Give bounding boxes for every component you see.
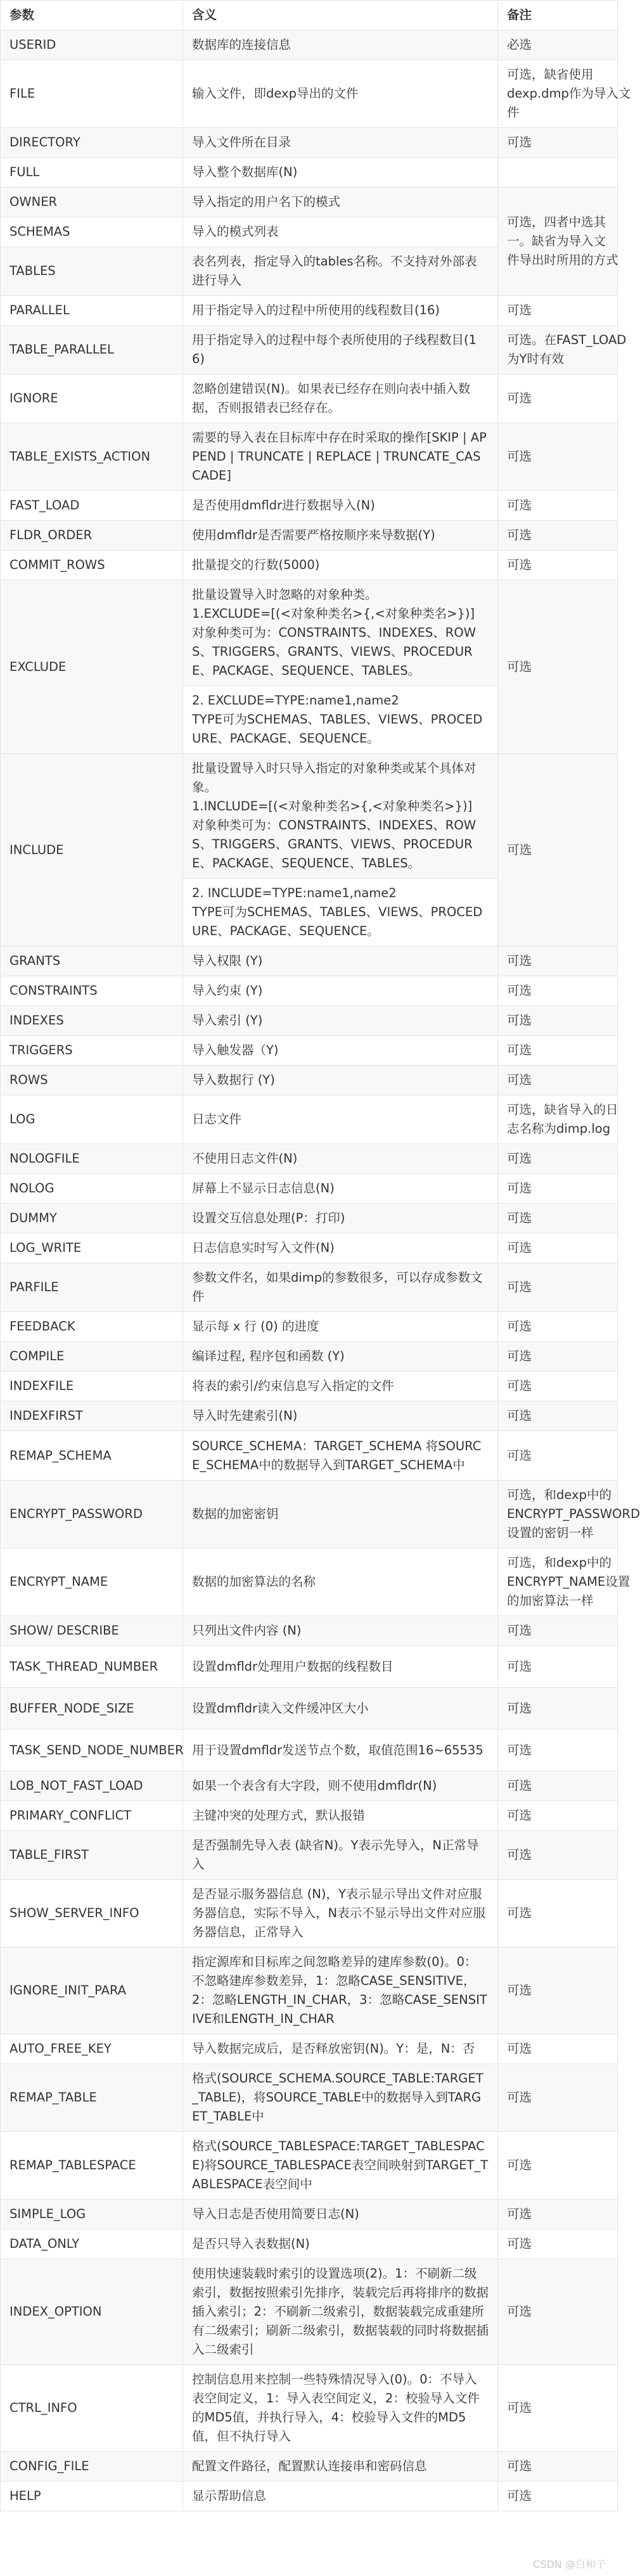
desc-cell: 格式(SOURCE_SCHEMA.SOURCE_TABLE:TARGET_TABLE)，将SOURCE_TABLE中的数据导入到TARGET_TABLE中 [183,2064,498,2132]
desc-cell: 导入数据完成后，是否释放密钥(N)。Y：是，N：否 [183,2034,498,2064]
note-cell: 可选 [498,1616,618,1646]
desc-cell: 使用dmfldr是否需要严格按顺序来导数据(Y) [183,521,498,551]
table-row [1,1548,618,1616]
desc-cell: 导入索引 (Y) [183,1006,498,1036]
table-row [1,2064,618,2132]
desc-cell: 是否使用dmfldr进行数据导入(N) [183,491,498,521]
param-cell: PARFILE [1,1263,183,1312]
desc-cell: 屏幕上不显示日志信息(N) [183,1174,498,1204]
desc-cell: 批量设置导入时忽略的对象种类。 1.EXCLUDE=[(<对象种类名>{,<对象种类名>})] 对象种类可为：CONSTRAINTS、INDEXES、ROWS、TRIGGERS、GRANTS、VIEWS、PROCEDURE、PACKAGE、SEQUENCE、TABLES。 [183,580,498,686]
note-cell: 可选 [498,2064,618,2132]
table-row [1,947,618,976]
param-cell: OWNER [1,188,183,217]
desc-cell: SOURCE_SCHEMA：TARGET_SCHEMA 将SOURCE_SCHEMA中的数据导入到TARGET_SCHEMA中 [183,1431,498,1481]
note-cell: 可选 [498,1831,618,1880]
desc-cell: 日志文件 [183,1095,498,1144]
table-row [1,1144,618,1174]
param-cell: ROWS [1,1066,183,1095]
param-cell: TABLE_PARALLEL [1,326,183,374]
note-cell: 可选 [498,2229,618,2259]
table-row [1,1688,618,1730]
desc-cell: 如果一个表含有大字段，则不使用dmfldr(N) [183,1771,498,1801]
desc-cell: 导入整个数据库(N) [183,158,498,188]
param-cell: SHOW/ DESCRIBE [1,1616,183,1646]
param-cell: GRANTS [1,947,183,976]
param-cell: FLDR_ORDER [1,521,183,551]
table-row [1,1342,618,1372]
note-cell: 可选 [498,1401,618,1431]
table-row [1,2482,618,2511]
table-row [1,2452,618,2482]
param-cell: EXCLUDE [1,580,183,754]
header-desc: 含义 [183,1,498,30]
param-cell: CONSTRAINTS [1,976,183,1006]
desc-cell: 配置文件路径，配置默认连接串和密码信息 [183,2452,498,2482]
table-row [1,30,618,60]
desc-cell: 导入权限 (Y) [183,947,498,976]
table-row [1,1771,618,1801]
note-cell: 可选 [498,2200,618,2229]
table-body [1,30,640,2511]
param-cell: BUFFER_NODE_SIZE [1,1688,183,1730]
note-cell [498,158,618,188]
note-cell: 可选 [498,580,618,754]
param-cell: HELP [1,2482,183,2511]
note-cell: 可选，缺省使用 dexp.dmp作为导入文 件 [498,60,618,128]
table-row [1,521,618,551]
table-row [1,1481,618,1548]
param-cell: DATA_ONLY [1,2229,183,2259]
table-row [1,2229,618,2259]
table-row [1,1372,618,1401]
param-cell: FILE [1,60,183,128]
desc-cell: 批量提交的行数(5000) [183,551,498,580]
param-cell: COMPILE [1,1342,183,1372]
param-cell: TABLE_EXISTS_ACTION [1,423,183,491]
table-row [1,2259,618,2365]
param-cell: SHOW_SERVER_INFO [1,1880,183,1948]
table-row [1,1730,618,1771]
table-row [1,60,618,128]
table-row [1,1174,618,1204]
note-cell: 可选 [498,1006,618,1036]
table-row [1,551,618,580]
table-row [1,1880,618,1948]
desc-cell: 批量设置导入时只导入指定的对象种类或某个具体对象。 1.INCLUDE=[(<对象种类名>{,<对象种类名>})] 对象种类可为：CONSTRAINTS、INDEXES、ROWS、TRIGGERS、GRANTS、VIEWS、PROCEDURE、PACKAGE、SEQUENCE、TABLES。 [183,754,498,879]
param-cell: FAST_LOAD [1,491,183,521]
desc-cell: 忽略创建错误(N)。如果表已经存在则向表中插入数据，否则报错表已经存在。 [183,374,498,423]
table-header [1,1,618,30]
desc-cell: 数据库的连接信息 [183,30,498,60]
param-cell: TASK_SEND_NODE_NUMBER [1,1730,183,1771]
note-cell: 可选 [498,2132,618,2200]
note-cell: 必选 [498,30,618,60]
table-row [1,374,618,423]
desc-cell: 导入时先建索引(N) [183,1401,498,1431]
note-cell: 可选 [498,1263,618,1312]
table-row [1,2132,618,2200]
note-cell: 可选，四者中选其 一。缺省为导入文 件导出时所用的方式 [498,188,618,296]
param-cell: INDEXFILE [1,1372,183,1401]
note-cell: 可选 [498,1234,618,1263]
desc-cell: 使用快速装载时索引的设置选项(2)。1：不刷新二级索引，数据按照索引先排序，装载完后再将排序的数据插入索引；2：不刷新二级索引，数据装载完成重建所有二级索引；刷新二级索引，数据装载的同时将数据插入二级索引 [183,2259,498,2365]
table-row [1,423,618,491]
table-row [1,158,618,188]
header-note: 备注 [498,1,618,30]
table-row [1,1948,618,2034]
desc-cell: 格式(SOURCE_TABLESPACE:TARGET_TABLESPACE)将SOURCE_TABLESPACE表空间映射到TARGET_TABLESPACE表空间中 [183,2132,498,2200]
note-cell: 可选 [498,128,618,158]
note-cell: 可选 [498,947,618,976]
table-row [1,1801,618,1831]
note-cell: 可选 [498,374,618,423]
note-cell: 可选 [498,1688,618,1730]
note-cell: 可选 [498,1204,618,1234]
note-cell: 可选 [498,1036,618,1066]
desc-cell: 设置交互信息处理(P：打印) [183,1204,498,1234]
table-row [1,128,618,158]
table-row [1,1066,618,1095]
note-cell: 可选，和dexp中的 ENCRYPT_PASSWORD 设置的密钥一样 [498,1481,618,1548]
desc-cell: 是否只导入表数据(N) [183,2229,498,2259]
desc-cell-2: 2. INCLUDE=TYPE:name1,name2 TYPE可为SCHEMAS、TABLES、VIEWS、PROCEDURE、PACKAGE、SEQUENCE。 [183,879,498,947]
param-cell: NOLOG [1,1174,183,1204]
desc-cell: 数据的加密算法的名称 [183,1548,498,1616]
desc-cell: 导入约束 (Y) [183,976,498,1006]
param-cell: CONFIG_FILE [1,2452,183,2482]
note-cell: 可选 [498,1342,618,1372]
table-row [1,1616,618,1646]
param-cell: ENCRYPT_PASSWORD [1,1481,183,1548]
note-cell: 可选 [498,1771,618,1801]
note-cell: 可选 [498,1312,618,1342]
desc-cell: 显示每 x 行 (0) 的进度 [183,1312,498,1342]
table-row [1,1234,618,1263]
param-cell: ENCRYPT_NAME [1,1548,183,1616]
desc-cell: 导入数据行 (Y) [183,1066,498,1095]
note-cell: 可选 [498,1431,618,1481]
note-cell: 可选 [498,1730,618,1771]
note-cell: 可选 [498,1646,618,1688]
param-cell: SIMPLE_LOG [1,2200,183,2229]
desc-cell: 导入的模式列表 [183,217,498,247]
note-cell: 可选，和dexp中的 ENCRYPT_NAME设置 的加密算法一样 [498,1548,618,1616]
table-row [1,1401,618,1431]
param-cell: FEEDBACK [1,1312,183,1342]
note-cell: 可选 [498,2365,618,2452]
desc-cell: 显示帮助信息 [183,2482,498,2511]
table-row [1,1095,618,1144]
desc-cell: 输入文件，即dexp导出的文件 [183,60,498,128]
param-cell: IGNORE [1,374,183,423]
note-cell: 可选 [498,296,618,326]
param-cell: INCLUDE [1,754,183,947]
desc-cell: 不使用日志文件(N) [183,1144,498,1174]
table-row [1,1036,618,1066]
watermark: CSDN @白和子 [533,2558,606,2570]
desc-cell: 表名列表，指定导入的tables名称。不支持对外部表进行导入 [183,247,498,296]
param-cell: AUTO_FREE_KEY [1,2034,183,2064]
table-row [1,2200,618,2229]
param-cell: CTRL_INFO [1,2365,183,2452]
table-row [1,1006,618,1036]
param-cell: TABLE_FIRST [1,1831,183,1880]
desc-cell: 日志信息实时写入文件(N) [183,1234,498,1263]
desc-cell: 参数文件名，如果dimp的参数很多，可以存成参数文件 [183,1263,498,1312]
param-cell: INDEXFIRST [1,1401,183,1431]
table-row [1,2034,618,2064]
param-cell: INDEXES [1,1006,183,1036]
note-cell: 可选。在FAST_LOAD 为Y时有效 [498,326,618,374]
desc-cell: 将表的索引/约束信息写入指定的文件 [183,1372,498,1401]
desc-cell: 导入文件所在目录 [183,128,498,158]
desc-cell: 用于指定导入的过程中每个表所使用的子线程数目(16) [183,326,498,374]
note-cell: 可选 [498,754,618,947]
param-cell: REMAP_SCHEMA [1,1431,183,1481]
table-row [1,296,618,326]
note-cell: 可选 [498,1372,618,1401]
param-cell: LOG [1,1095,183,1144]
note-cell: 可选 [498,2259,618,2365]
note-cell: 可选 [498,1801,618,1831]
param-cell: FULL [1,158,183,188]
param-cell: USERID [1,30,183,60]
param-cell: LOB_NOT_FAST_LOAD [1,1771,183,1801]
desc-cell: 导入日志是否使用简要日志(N) [183,2200,498,2229]
note-cell: 可选 [498,1880,618,1948]
desc-cell: 数据的加密密钥 [183,1481,498,1548]
note-cell: 可选 [498,2034,618,2064]
desc-cell: 导入触发器（Y) [183,1036,498,1066]
table-row [1,1312,618,1342]
desc-cell: 编译过程, 程序包和函数 (Y) [183,1342,498,1372]
desc-cell: 用于设置dmfldr发送节点个数，取值范围16~65535 [183,1730,498,1771]
note-cell: 可选 [498,423,618,491]
param-cell: SCHEMAS [1,217,183,247]
note-cell: 可选，缺省导入的日 志名称为dimp.log [498,1095,618,1144]
param-cell: TABLES [1,247,183,296]
param-cell: LOG_WRITE [1,1234,183,1263]
param-cell: DIRECTORY [1,128,183,158]
table-row [1,754,618,879]
param-cell: TRIGGERS [1,1036,183,1066]
table-row [1,1646,618,1688]
desc-cell: 主键冲突的处理方式，默认报错 [183,1801,498,1831]
param-cell: INDEX_OPTION [1,2259,183,2365]
note-cell: 可选 [498,1144,618,1174]
table-row [1,2365,618,2452]
desc-cell: 只列出文件内容 (N) [183,1616,498,1646]
table-row [1,188,618,217]
note-cell: 可选 [498,976,618,1006]
header-param: 参数 [1,1,183,30]
note-cell: 可选 [498,521,618,551]
table-row [1,1831,618,1880]
table-row [1,1263,618,1312]
header-row [1,1,618,30]
table-row [1,326,618,374]
note-cell: 可选 [498,2482,618,2511]
note-cell: 可选 [498,2452,618,2482]
desc-cell: 用于指定导入的过程中所使用的线程数目(16) [183,296,498,326]
desc-cell-2: 2. EXCLUDE=TYPE:name1,name2 TYPE可为SCHEMAS、TABLES、VIEWS、PROCEDURE、PACKAGE、SEQUENCE。 [183,686,498,754]
table-row [1,1431,618,1481]
note-cell: 可选 [498,551,618,580]
param-cell: IGNORE_INIT_PARA [1,1948,183,2034]
note-cell: 可选 [498,1066,618,1095]
note-cell: 可选 [498,1174,618,1204]
desc-cell: 是否显示服务器信息 (N)，Y表示显示导出文件对应服务器信息，实际不导入，N表示不显示导出文件对应服务器信息，正常导入 [183,1880,498,1948]
param-cell: NOLOGFILE [1,1144,183,1174]
table-row [1,976,618,1006]
param-cell: TASK_THREAD_NUMBER [1,1646,183,1688]
desc-cell: 导入指定的用户名下的模式 [183,188,498,217]
note-cell: 可选 [498,1948,618,2034]
desc-cell: 控制信息用来控制一些特殊情况导入(0)。0：不导入表空间定义，1：导入表空间定义，2：校验导入文件的MD5值，并执行导入，4：校验导入文件的MD5值，但不执行导入 [183,2365,498,2452]
table-row [1,1204,618,1234]
param-cell: PRIMARY_CONFLICT [1,1801,183,1831]
desc-cell: 需要的导入表在目标库中存在时采取的操作[SKIP | APPEND | TRUNCATE | REPLACE | TRUNCATE_CASCADE] [183,423,498,491]
table-row [1,580,618,686]
desc-cell: 设置dmfldr读入文件缓冲区大小 [183,1688,498,1730]
param-cell: COMMIT_ROWS [1,551,183,580]
param-cell: PARALLEL [1,296,183,326]
note-cell: 可选 [498,491,618,521]
desc-cell: 是否强制先导入表 (缺省N)。Y表示先导入，N正常导入 [183,1831,498,1880]
param-cell: REMAP_TABLE [1,2064,183,2132]
desc-cell: 指定源库和目标库之间忽略差异的建库参数(0)。0：不忽略建库参数差异，1：忽略CASE_SENSITIVE，2：忽略LENGTH_IN_CHAR，3：忽略CASE_SENSITIVE和LENGTH_IN_CHAR [183,1948,498,2034]
desc-cell: 设置dmfldr处理用户数据的线程数目 [183,1646,498,1688]
param-cell: REMAP_TABLESPACE [1,2132,183,2200]
table-row [1,491,618,521]
param-cell: DUMMY [1,1204,183,1234]
